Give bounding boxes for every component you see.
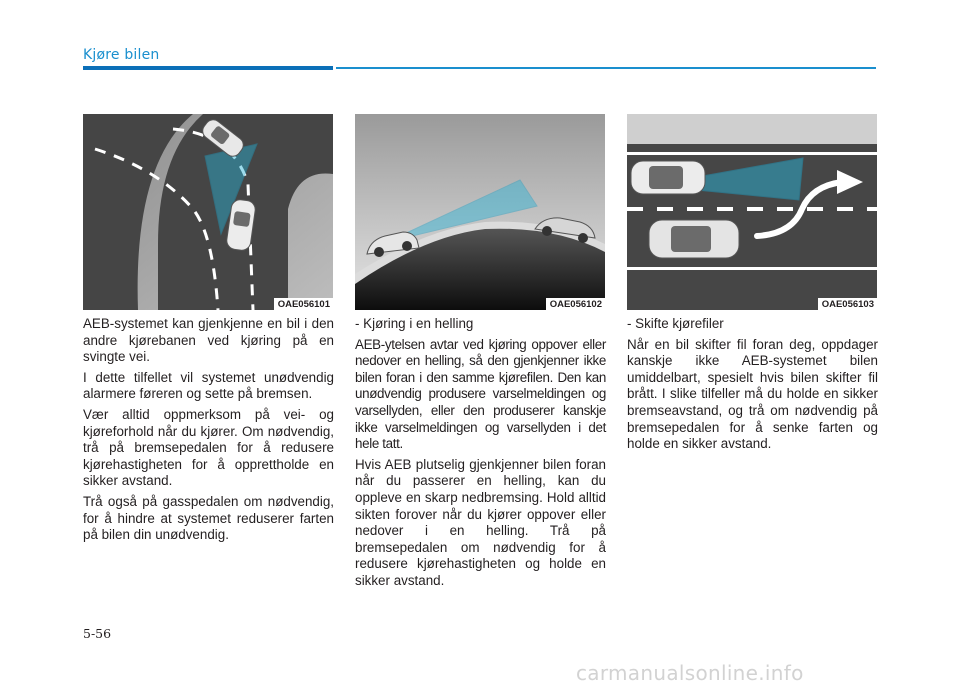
text-column-1 (83, 316, 334, 548)
figure-hill (355, 114, 605, 310)
header-rule-thick (83, 66, 333, 70)
subheading: - Skifte kjørefiler (627, 316, 724, 331)
curved-road-illustration (83, 114, 333, 310)
figure-code: OAE056101 (274, 298, 333, 310)
figure-curved-road (83, 114, 333, 310)
text-column-3 (627, 316, 878, 457)
subheading: - Kjøring i en helling (355, 316, 474, 331)
figure-code: OAE056102 (546, 298, 605, 310)
section-title: Kjøre bilen (83, 47, 160, 63)
figure-lane-change (627, 114, 877, 310)
figure-code: OAE056103 (818, 298, 877, 310)
paragraph: AEB-ytelsen avtar ved kjøring oppover eller nedover en helling, så den gjenkjenner ikke bilen foran i den samme kjørefilen. Den kan unødvendig produsere varselmeldingen og varsellyden, eller den produserer kanskje ikke varselmeldingen og varsellyden i det hele tatt. (355, 336, 606, 452)
paragraph: Trå også på gasspedalen om nødvendig, for å hindre at systemet reduserer farten på bilen din unødvendig. (83, 493, 334, 543)
paragraph: AEB-systemet kan gjenkjenne en bil i den andre kjørebanen ved kjøring på en svingte vei. (83, 316, 334, 365)
page-number: 5-56 (83, 626, 112, 641)
own-car-icon (631, 161, 705, 194)
text-column-2 (355, 316, 606, 594)
paragraph: I dette tilfellet vil systemet unødvendig alarmere føreren og sette på bremsen. (83, 369, 334, 402)
hill-illustration (355, 114, 605, 310)
paragraph: Når en bil skifter fil foran deg, oppdager kanskje ikke AEB-systemet bilen umiddelbart, spesielt hvis bilen skifter fil brått. I slike tilfeller må du holde en sikker bremseavstand, og trå om nødvendig på bremsepedalen for å senke farten og holde en sikker avstand. (627, 336, 878, 452)
merging-car-icon (649, 220, 739, 258)
paragraph: Vær alltid oppmerksom på vei- og kjøreforhold når du kjører. Om nødvendig, trå på bremsepedalen for å redusere kjørehastigheten for å opprettholde en sikker avstand. (83, 406, 334, 489)
paragraph: Hvis AEB plutselig gjenkjenner bilen foran når du passerer en helling, kan du oppleve en skarp nedbremsing. Hold alltid sikten forover når du kjører oppover eller nedover i en helling. Trå på bremsepedalen om nødvendig for å redusere kjørehastigheten og holde en sikker avstand. (355, 456, 606, 588)
watermark: carmanualsonline.info (576, 661, 804, 685)
lane-change-illustration (627, 114, 877, 310)
header-rule-thin (336, 67, 876, 69)
